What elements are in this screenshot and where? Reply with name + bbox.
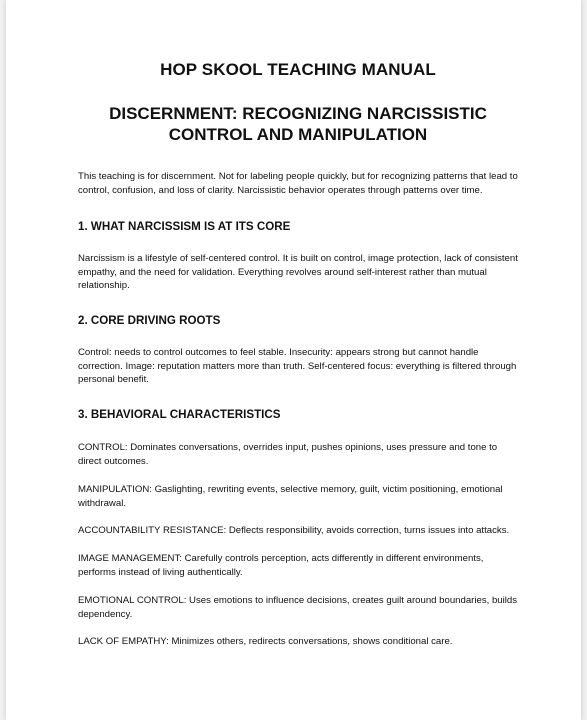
section-roots-paragraph: Control: needs to control outcomes to feel stable. Insecurity: appears strong but cannot handle correction. Image: reputation matters more than truth. Self-centered focus: everything is filtered through personal benefit.: [78, 347, 517, 385]
document-title: HOP SKOOL TEACHING MANUAL: [160, 60, 436, 79]
characteristic-manipulation: MANIPULATION: Gaslighting, rewriting events, selective memory, guilt, victim positioning, emotional withdrawal.: [78, 484, 503, 509]
characteristic-accountability: ACCOUNTABILITY RESISTANCE: Deflects responsibility, avoids correction, turns issues into attacks.: [78, 525, 510, 536]
intro-paragraph: This teaching is for discernment. Not for labeling people quickly, but for recognizing patterns that lead to control, confusion, and loss of clarity. Narcissistic behavior operates through patterns over time.: [78, 171, 518, 196]
characteristic-image: IMAGE MANAGEMENT: Carefully controls perception, acts differently in different environments, performs instead of living authentically.: [78, 553, 484, 578]
document-subtitle: DISCERNMENT: RECOGNIZING NARCISSISTIC CONTROL AND MANIPULATION: [109, 104, 487, 144]
characteristic-control: CONTROL: Dominates conversations, overrides input, pushes opinions, uses pressure and tone to direct outcomes.: [78, 442, 498, 467]
section-heading-characteristics: 3. BEHAVIORAL CHARACTERISTICS: [78, 408, 281, 421]
document-page: [6, 0, 581, 720]
section-core-paragraph: Narcissism is a lifestyle of self-centered control. It is built on control, image protection, lack of consistent empathy, and the need for validation. Everything revolves around self-interest rather than mutual relationship.: [78, 253, 518, 291]
characteristic-empathy: LACK OF EMPATHY: Minimizes others, redirects conversations, shows conditional care.: [78, 636, 453, 647]
section-heading-roots: 2. CORE DRIVING ROOTS: [78, 314, 221, 327]
characteristic-emotional: EMOTIONAL CONTROL: Uses emotions to influence decisions, creates guilt around boundaries, builds dependency.: [78, 595, 518, 620]
section-heading-core: 1. WHAT NARCISSISM IS AT ITS CORE: [78, 220, 291, 233]
